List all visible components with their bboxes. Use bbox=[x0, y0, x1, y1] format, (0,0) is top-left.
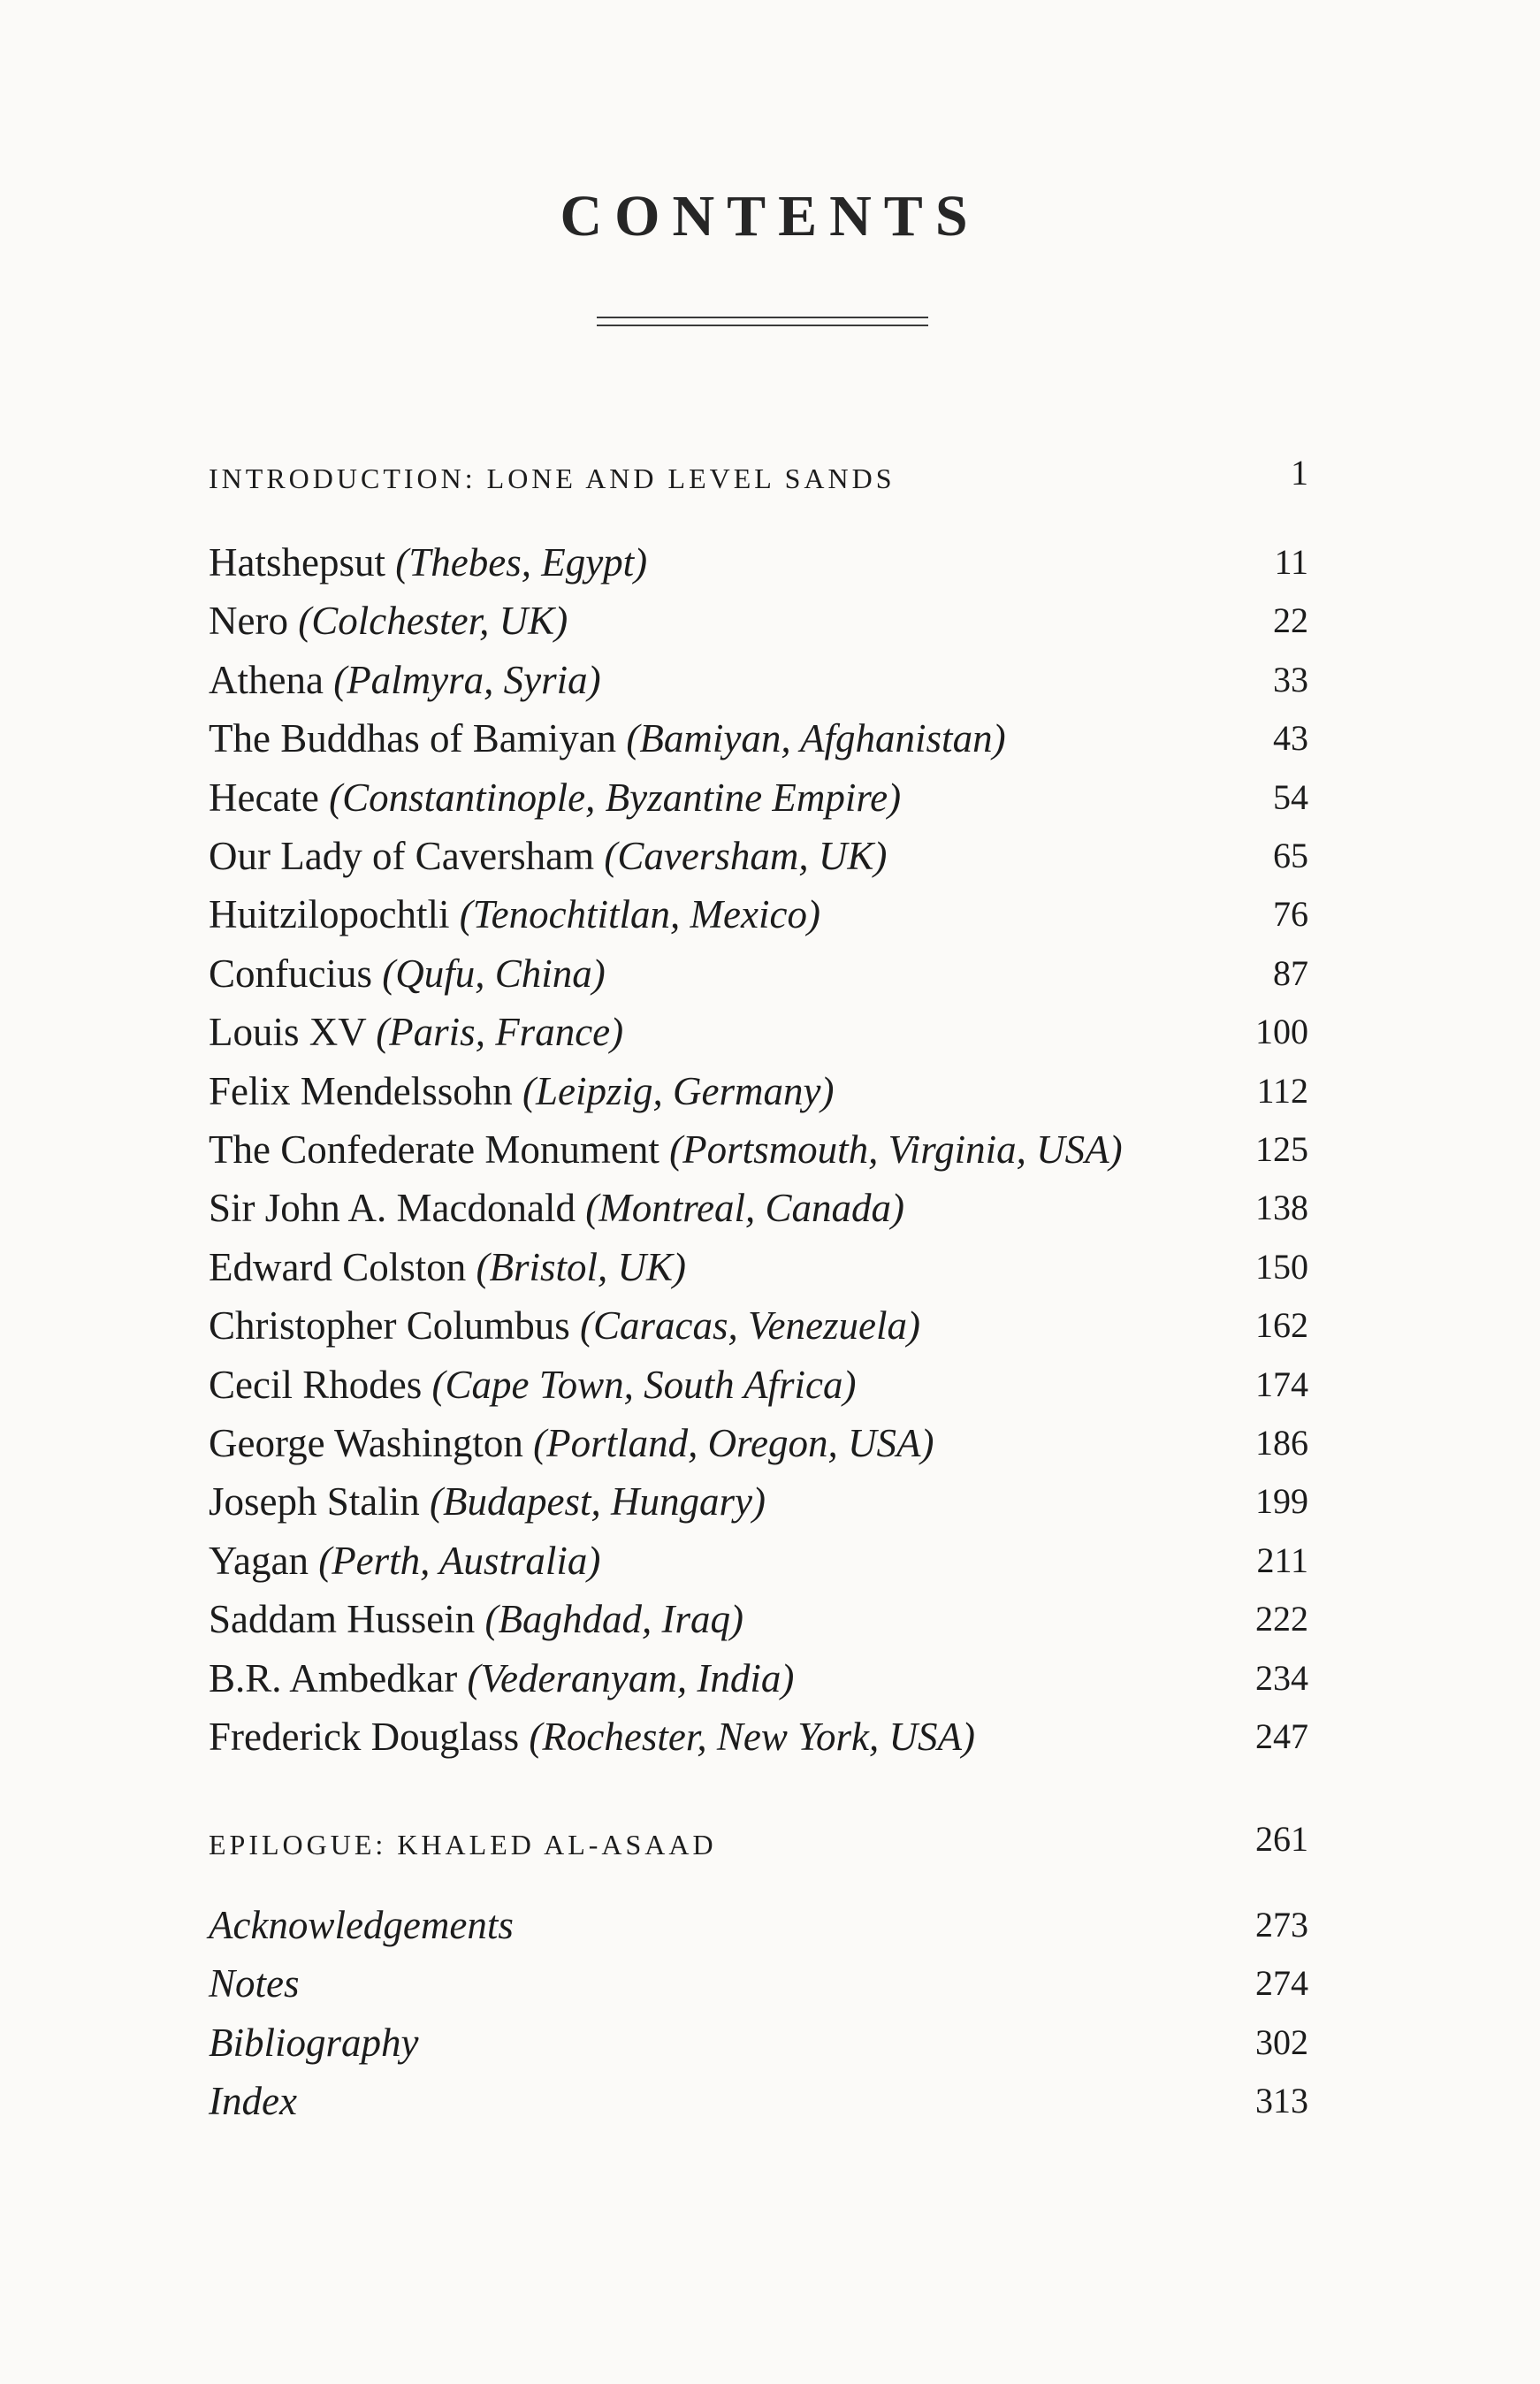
chapter-subject: Felix Mendelssohn bbox=[209, 1068, 513, 1113]
chapter-location: (Tenochtitlan, Mexico) bbox=[459, 892, 820, 937]
chapter-page-number: 112 bbox=[1256, 1070, 1308, 1111]
chapter-subject: Athena bbox=[209, 657, 324, 702]
back-matter-page-number: 313 bbox=[1255, 2081, 1308, 2121]
toc-chapter-row bbox=[209, 1181, 1308, 1234]
chapter-entry bbox=[209, 1358, 857, 1411]
chapter-page-number: 234 bbox=[1255, 1657, 1308, 1698]
chapter-subject: Joseph Stalin bbox=[209, 1479, 420, 1524]
back-matter-page-number: 273 bbox=[1255, 1905, 1308, 1945]
toc-chapter-row bbox=[209, 712, 1308, 765]
toc-chapter-row bbox=[209, 1534, 1308, 1587]
chapter-page-number: 211 bbox=[1256, 1540, 1308, 1580]
chapter-location: (Portland, Oregon, USA) bbox=[533, 1421, 934, 1465]
back-matter-page-number: 274 bbox=[1255, 1963, 1308, 2004]
chapter-page-number: 76 bbox=[1273, 894, 1308, 935]
chapter-page-number: 65 bbox=[1273, 836, 1308, 875]
toc-chapter-row bbox=[209, 536, 1308, 589]
toc-chapter-row bbox=[209, 594, 1308, 647]
chapter-subject: Saddam Hussein bbox=[209, 1597, 476, 1642]
chapter-entry bbox=[209, 653, 601, 707]
page-title: CONTENTS bbox=[560, 184, 980, 248]
chapter-location: (Bristol, UK) bbox=[476, 1244, 686, 1289]
toc-back-matter-row bbox=[209, 1899, 1308, 1952]
chapter-subject: The Confederate Monument bbox=[209, 1127, 659, 1172]
toc-chapter-row bbox=[209, 1417, 1308, 1470]
chapter-location: (Baghdad, Iraq) bbox=[484, 1597, 743, 1642]
chapter-page-number: 43 bbox=[1273, 718, 1308, 759]
chapter-entry bbox=[209, 888, 820, 941]
chapter-location: (Montreal, Canada) bbox=[585, 1186, 905, 1231]
chapter-page-number: 125 bbox=[1255, 1129, 1308, 1169]
back-matter-label: Bibliography bbox=[209, 2020, 419, 2065]
toc-intro-row bbox=[209, 447, 1308, 500]
toc-chapter-row bbox=[209, 829, 1308, 883]
chapter-entry bbox=[209, 771, 901, 824]
chapter-page-number: 33 bbox=[1273, 659, 1308, 699]
chapter-subject: Confucius bbox=[209, 951, 372, 996]
toc-chapter-row bbox=[209, 771, 1308, 824]
toc-chapter-row bbox=[209, 1593, 1308, 1646]
toc-chapter-row bbox=[209, 1652, 1308, 1705]
chapter-entry bbox=[209, 712, 1006, 765]
toc-chapter-row bbox=[209, 947, 1308, 1000]
chapter-location: (Budapest, Hungary) bbox=[430, 1479, 766, 1524]
chapter-entry bbox=[209, 1123, 1123, 1176]
chapter-entry bbox=[209, 1593, 743, 1646]
chapter-subject: Yagan bbox=[209, 1538, 309, 1583]
chapter-location: (Cape Town, South Africa) bbox=[431, 1362, 857, 1407]
toc-chapter-row bbox=[209, 653, 1308, 707]
chapter-entry bbox=[209, 829, 887, 883]
chapter-page-number: 199 bbox=[1255, 1481, 1308, 1522]
chapter-subject: Sir John A. Macdonald bbox=[209, 1186, 576, 1231]
toc-chapter-row bbox=[209, 1358, 1308, 1411]
back-matter-label: Notes bbox=[209, 1961, 300, 2006]
chapter-page-number: 162 bbox=[1255, 1305, 1308, 1346]
chapter-location: (Caracas, Venezuela) bbox=[580, 1303, 920, 1349]
chapter-entry bbox=[209, 1299, 920, 1352]
intro-page-number: 1 bbox=[1291, 453, 1308, 493]
epilogue-label: EPILOGUE: KHALED AL-ASAAD bbox=[209, 1829, 717, 1861]
chapter-entry bbox=[209, 1652, 794, 1705]
toc-chapter-row bbox=[209, 1241, 1308, 1294]
chapter-subject: Hecate bbox=[209, 775, 319, 820]
toc-chapter-row bbox=[209, 1123, 1308, 1176]
chapter-entry bbox=[209, 1181, 904, 1234]
chapter-entry bbox=[209, 1241, 686, 1294]
chapter-location: (Perth, Australia) bbox=[318, 1538, 601, 1583]
title-rule-top bbox=[597, 317, 928, 318]
toc-chapter-row bbox=[209, 1299, 1308, 1352]
chapter-subject: Christopher Columbus bbox=[209, 1303, 570, 1349]
chapter-location: (Constantinople, Byzantine Empire) bbox=[329, 775, 902, 820]
chapter-subject: Edward Colston bbox=[209, 1244, 467, 1289]
chapter-location: (Rochester, New York, USA) bbox=[529, 1715, 975, 1759]
chapter-entry bbox=[209, 1710, 975, 1763]
chapter-entry bbox=[209, 947, 606, 1000]
epilogue-page-number: 261 bbox=[1255, 1819, 1308, 1859]
chapter-entry bbox=[209, 1005, 623, 1058]
chapter-location: (Bamiyan, Afghanistan) bbox=[626, 716, 1006, 761]
chapter-location: (Qufu, China) bbox=[382, 951, 606, 996]
back-matter-label: Acknowledgements bbox=[209, 1903, 514, 1947]
chapter-subject: Hatshepsut bbox=[209, 540, 385, 585]
chapter-subject: Nero bbox=[209, 599, 288, 644]
toc-chapter-row bbox=[209, 1710, 1308, 1763]
chapter-entry bbox=[209, 1417, 934, 1470]
toc-chapter-row bbox=[209, 1065, 1308, 1118]
chapter-page-number: 54 bbox=[1273, 776, 1308, 817]
chapter-location: (Caversham, UK) bbox=[604, 834, 888, 878]
back-matter-page-number: 302 bbox=[1255, 2021, 1308, 2062]
chapter-location: (Portsmouth, Virginia, USA) bbox=[669, 1127, 1123, 1172]
toc-back-matter-row bbox=[209, 2075, 1308, 2128]
chapter-page-number: 186 bbox=[1255, 1423, 1308, 1463]
chapter-subject: Frederick Douglass bbox=[209, 1715, 520, 1759]
chapter-location: (Leipzig, Germany) bbox=[522, 1068, 835, 1113]
toc-chapter-row bbox=[209, 888, 1308, 941]
chapter-page-number: 247 bbox=[1255, 1716, 1308, 1756]
chapter-page-number: 22 bbox=[1273, 600, 1308, 641]
chapter-location: (Vederanyam, India) bbox=[467, 1655, 795, 1700]
chapter-subject: The Buddhas of Bamiyan bbox=[209, 716, 617, 761]
chapter-page-number: 222 bbox=[1255, 1599, 1308, 1639]
toc-chapter-row bbox=[209, 1005, 1308, 1058]
chapter-entry bbox=[209, 1065, 834, 1118]
chapter-page-number: 87 bbox=[1273, 952, 1308, 993]
toc-back-matter-row bbox=[209, 1957, 1308, 2010]
chapter-location: (Thebes, Egypt) bbox=[395, 540, 648, 585]
chapter-entry bbox=[209, 594, 568, 647]
chapter-subject: George Washington bbox=[209, 1421, 523, 1465]
chapter-entry bbox=[209, 1475, 766, 1528]
chapter-page-number: 11 bbox=[1274, 542, 1308, 582]
toc-back-matter-row bbox=[209, 2016, 1308, 2069]
chapter-subject: Cecil Rhodes bbox=[209, 1362, 423, 1407]
chapter-location: (Paris, France) bbox=[376, 1010, 624, 1055]
chapter-subject: Louis XV bbox=[209, 1010, 366, 1055]
chapter-page-number: 138 bbox=[1255, 1188, 1308, 1228]
chapter-page-number: 150 bbox=[1255, 1246, 1308, 1287]
toc-epilogue-row bbox=[209, 1813, 1308, 1866]
chapter-location: (Colchester, UK) bbox=[298, 599, 568, 644]
chapter-entry bbox=[209, 536, 647, 589]
chapter-subject: Huitzilopochtli bbox=[209, 892, 450, 937]
chapter-page-number: 100 bbox=[1255, 1012, 1308, 1052]
intro-label: INTRODUCTION: LONE AND LEVEL SANDS bbox=[209, 462, 896, 494]
toc-chapter-row bbox=[209, 1475, 1308, 1528]
chapter-page-number: 174 bbox=[1255, 1364, 1308, 1404]
title-rule-bottom bbox=[597, 325, 928, 326]
chapter-subject: B.R. Ambedkar bbox=[209, 1655, 458, 1700]
chapter-subject: Our Lady of Caversham bbox=[209, 834, 595, 878]
chapter-entry bbox=[209, 1534, 600, 1587]
chapter-location: (Palmyra, Syria) bbox=[333, 657, 601, 702]
back-matter-label: Index bbox=[209, 2079, 297, 2124]
